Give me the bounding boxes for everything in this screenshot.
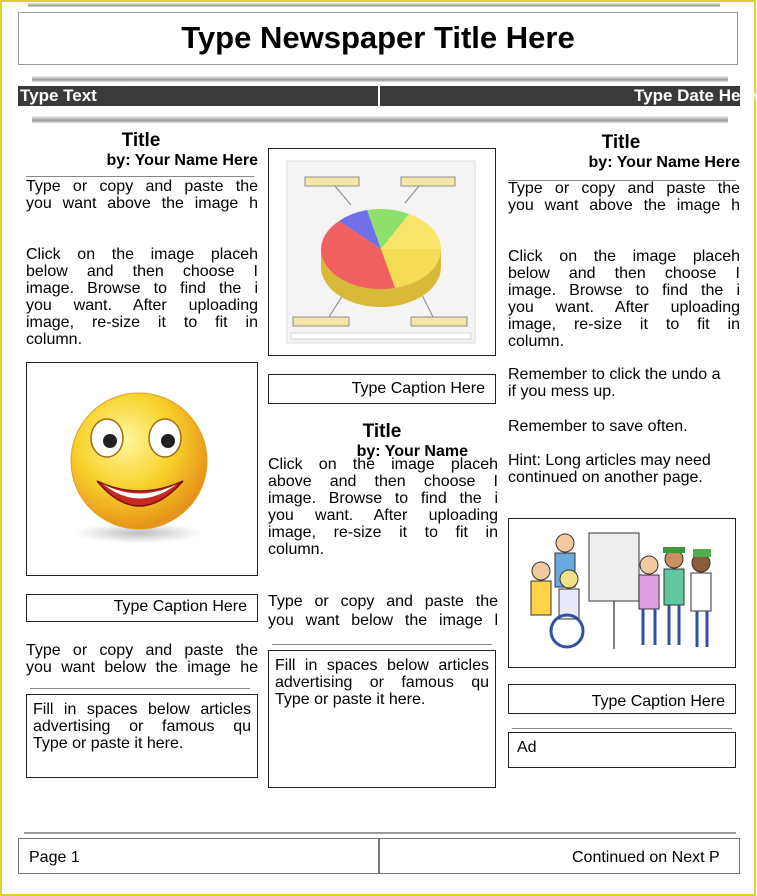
title-box[interactable]	[18, 12, 738, 65]
middle-image-placeholder[interactable]	[268, 148, 496, 356]
continued-text: Continued on Next P	[572, 849, 720, 866]
middle-caption-box[interactable]	[268, 374, 496, 404]
left-para1: Type or copy and paste the you want above the image h	[26, 178, 258, 212]
right-para2: Click on the image placeh below and then choose I image. Browse to find the i you want. After uploading image, re-size it to fit in column.	[508, 248, 740, 350]
top-rule	[28, 3, 720, 7]
smiley-face-icon	[27, 363, 256, 574]
middle-para2: Type or copy and paste the you want below the image l	[268, 593, 498, 629]
footer-left-box[interactable]	[18, 838, 379, 874]
right-article-title: Title	[601, 132, 641, 153]
right-byline: by: Your Name Here	[588, 154, 740, 171]
footer-rule	[24, 832, 736, 834]
info-bar-right[interactable]	[380, 86, 757, 106]
right-para3: Remember to click the undo a if you mess up.	[508, 366, 721, 400]
pie-chart-icon	[269, 149, 494, 354]
right-caption: Type Caption Here	[591, 693, 725, 710]
left-para2: Click on the image placeh below and then choose I image. Browse to find the i you want. After uploading image, re-size it to fit in column.	[26, 246, 258, 348]
left-article-title: Title	[121, 130, 161, 151]
right-para5: Hint: Long articles may need continued on another page.	[508, 452, 711, 486]
left-para3: Type or copy and paste the you want below the image he	[26, 642, 258, 676]
left-caption: Type Caption Here	[113, 598, 247, 615]
info-rule	[32, 116, 728, 123]
left-byline: by: Your Name Here	[106, 152, 258, 169]
middle-caption: Type Caption Here	[351, 380, 485, 397]
info-bar-left[interactable]	[18, 86, 378, 106]
left-rule-2	[30, 688, 250, 689]
right-para1: Type or copy and paste the you want above the image h	[508, 180, 740, 214]
middle-article-title: Title	[362, 421, 402, 442]
info-bar-left-text: Type Text	[20, 86, 97, 105]
date-text: Type Date Here	[634, 86, 757, 105]
right-rule-2	[512, 728, 732, 729]
header-rule	[32, 76, 728, 82]
right-caption-box[interactable]	[508, 684, 736, 714]
page-number: Page 1	[29, 849, 80, 866]
left-image-placeholder[interactable]	[26, 362, 258, 576]
right-ad-box[interactable]	[508, 732, 736, 768]
right-para4: Remember to save often.	[508, 418, 688, 435]
middle-rule	[272, 644, 492, 645]
middle-byline: by: Your Name	[356, 443, 468, 460]
right-ad-text: Ad	[517, 739, 537, 756]
middle-ad-box[interactable]	[268, 650, 496, 788]
middle-ad-text: Fill in spaces below articles advertising or famous qu Type or paste it here.	[275, 657, 489, 708]
left-ad-text: Fill in spaces below articles advertising or famous qu Type or paste it here.	[33, 701, 251, 752]
middle-para1: Click on the image placeh above and then choose I image. Browse to find the i you want. After uploading image, re-size it to fit in column.	[268, 456, 498, 558]
left-rule-1	[26, 176, 254, 177]
right-image-placeholder[interactable]	[508, 518, 736, 668]
newspaper-title: Type Newspaper Title Here	[181, 20, 575, 55]
footer-right-box[interactable]	[379, 838, 740, 874]
kids-presentation-icon	[509, 519, 734, 666]
left-caption-box[interactable]	[26, 594, 258, 622]
left-ad-box[interactable]	[26, 694, 258, 778]
